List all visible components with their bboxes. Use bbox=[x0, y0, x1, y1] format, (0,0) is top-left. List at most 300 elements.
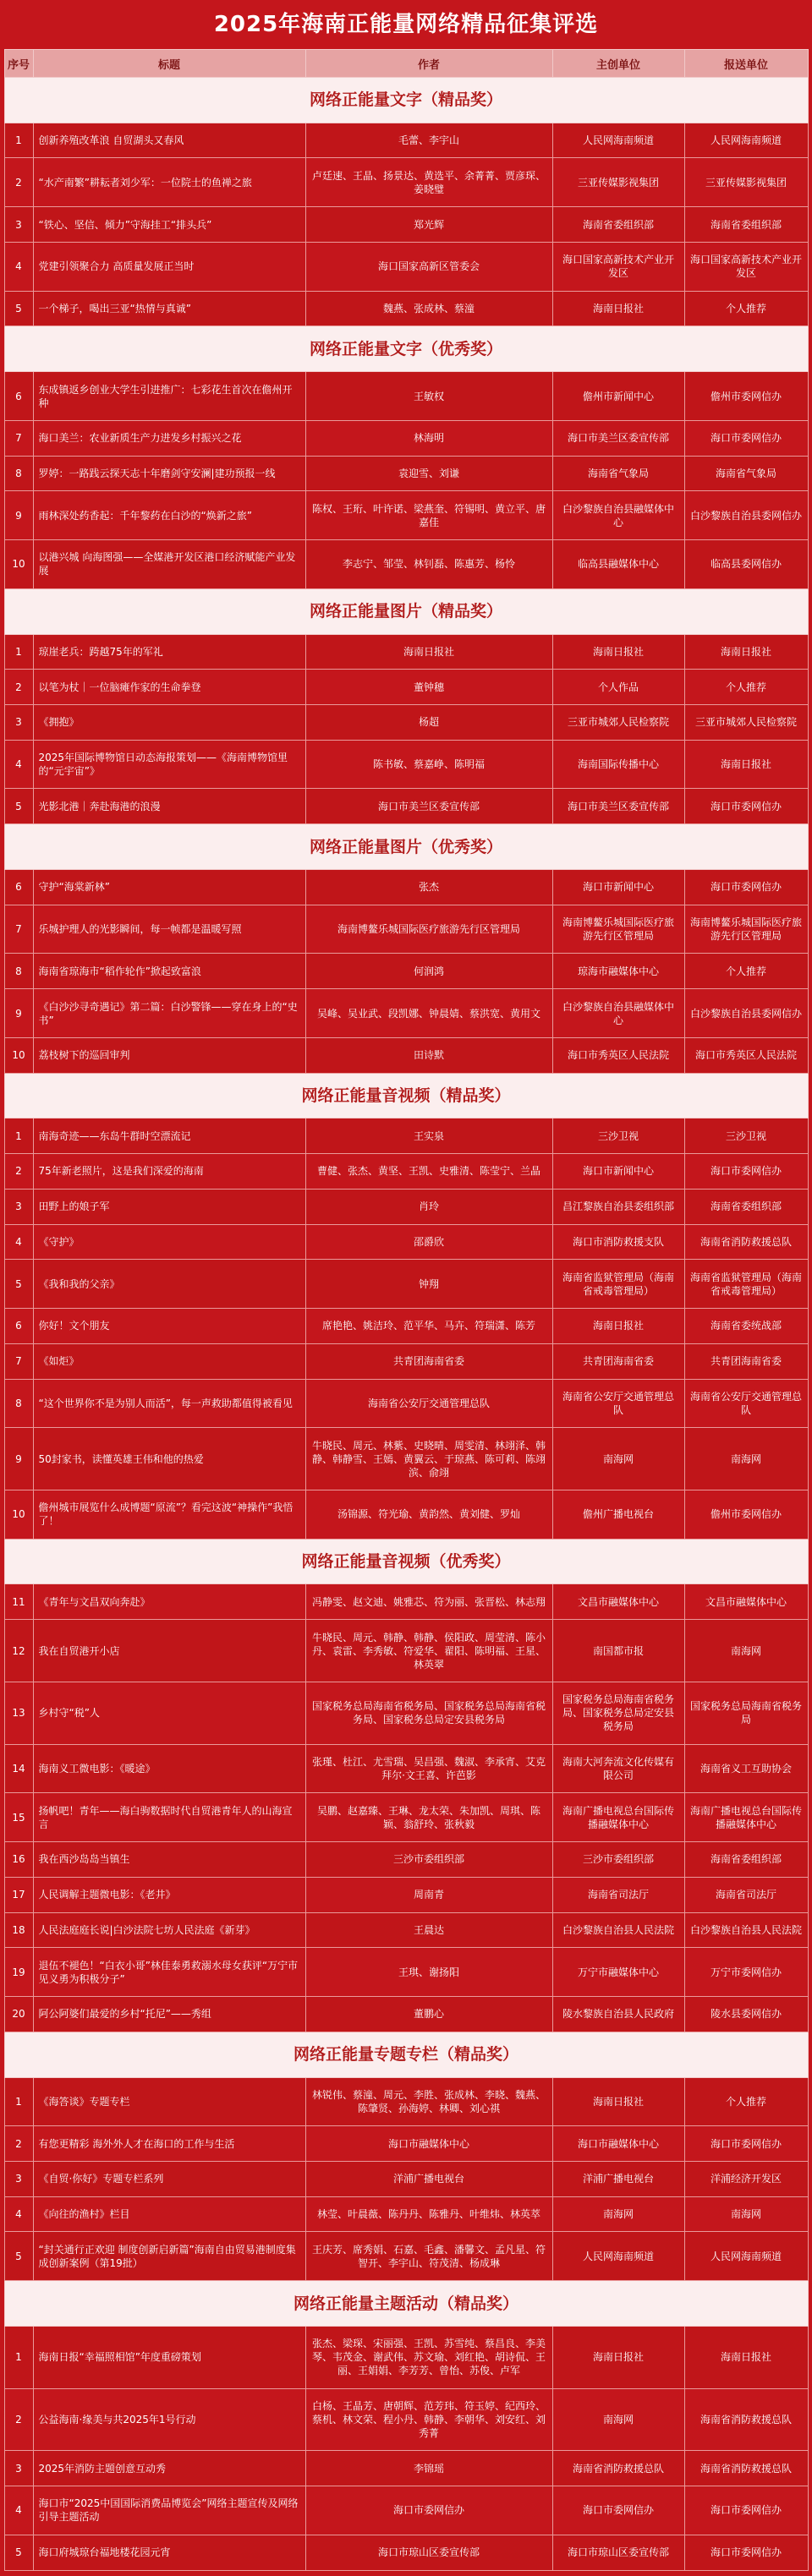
row-author: 钟翔 bbox=[305, 1260, 552, 1309]
row-producer: 海南博鳌乐城国际医疗旅游先行区管理局 bbox=[552, 905, 684, 954]
table-row bbox=[4, 1912, 808, 1948]
row-title: 守护“海棠新林” bbox=[33, 869, 305, 905]
row-title: 50封家书，读懂英雄王伟和他的热爱 bbox=[33, 1428, 305, 1490]
row-submitter: 个人推荐 bbox=[684, 954, 808, 989]
row-author: 共青团海南省委 bbox=[305, 1343, 552, 1379]
row-submitter: 临高县委网信办 bbox=[684, 540, 808, 589]
row-number: 4 bbox=[4, 242, 33, 291]
row-author: 白杨、王晶芳、唐朝辉、范芳玮、符玉婷、纪西玲、蔡机、林文荣、程小丹、韩静、李朝华、刘安红、刘秀菁 bbox=[305, 2388, 552, 2451]
table-row bbox=[4, 1189, 808, 1224]
row-author: 牛晓民、周元、韩静、韩静、侯阳政、周莹清、陈小丹、袁雷、李秀敏、符爱华、翟阳、陈明福、王星、林英翠 bbox=[305, 1620, 552, 1682]
row-producer: 洋浦广播电视台 bbox=[552, 2161, 684, 2196]
row-author: 林海明 bbox=[305, 420, 552, 456]
row-producer: 海南大河奔流文化传媒有限公司 bbox=[552, 1744, 684, 1793]
row-author: 王琪、谢扬阳 bbox=[305, 1948, 552, 1997]
row-author: 海南日报社 bbox=[305, 634, 552, 670]
table-row bbox=[4, 1584, 808, 1620]
row-submitter: 个人推荐 bbox=[684, 670, 808, 705]
section-title: 网络正能量图片（精品奖） bbox=[4, 588, 808, 634]
row-number: 4 bbox=[4, 740, 33, 789]
row-author: 郑光辉 bbox=[305, 207, 552, 243]
row-title: 《自贸·你好》专题专栏系列 bbox=[33, 2161, 305, 2196]
row-title: 一个梯子，喝出三亚“热情与真诚” bbox=[33, 291, 305, 326]
row-title: 《我和我的父亲》 bbox=[33, 1260, 305, 1309]
row-submitter: 海口市秀英区人民法院 bbox=[684, 1037, 808, 1073]
table-row bbox=[4, 2326, 808, 2388]
row-title: 《拥抱》 bbox=[33, 705, 305, 741]
row-title: 2025年国际博物馆日动态海报策划——《海南博物馆里的“元宇宙”》 bbox=[33, 740, 305, 789]
row-number: 2 bbox=[4, 2388, 33, 2451]
row-number: 15 bbox=[4, 1793, 33, 1842]
table-row bbox=[4, 242, 808, 291]
row-number: 10 bbox=[4, 1490, 33, 1539]
row-author: 张杰、梁琛、宋丽强、王凯、苏雪纯、蔡昌良、李美琴、韦茂金、谢武伟、苏文瑜、刘红艳、胡诗侃、王丽、王娟娟、李芳芳、曾怡、苏俊、卢军 bbox=[305, 2326, 552, 2388]
row-title: 人民法庭庭长说|白沙法院七坊人民法庭《新芽》 bbox=[33, 1912, 305, 1948]
row-author: 汤锦源、符光瑜、黄韵然、黄刘健、罗灿 bbox=[305, 1490, 552, 1539]
row-title: 罗婷：一路践云探天志十年磨剑守安澜|建功预报一线 bbox=[33, 456, 305, 491]
row-title: 《守护》 bbox=[33, 1224, 305, 1260]
row-title: 《向往的渔村》栏目 bbox=[33, 2196, 305, 2232]
row-number: 5 bbox=[4, 2535, 33, 2570]
row-number: 16 bbox=[4, 1842, 33, 1878]
row-submitter: 海南省监狱管理局（海南省戒毒管理局） bbox=[684, 1260, 808, 1309]
row-number: 9 bbox=[4, 1428, 33, 1490]
row-title: 《白沙沙寻奇遇记》第二篇：白沙警锋——穿在身上的“史书” bbox=[33, 989, 305, 1038]
row-producer: 海口市新闻中心 bbox=[552, 1154, 684, 1190]
row-number: 6 bbox=[4, 1309, 33, 1344]
table-row bbox=[4, 2451, 808, 2486]
row-producer: 万宁市融媒体中心 bbox=[552, 1948, 684, 1997]
row-submitter: 海南省公安厅交通管理总队 bbox=[684, 1379, 808, 1428]
row-producer: 海口国家高新技术产业开发区 bbox=[552, 242, 684, 291]
results-table bbox=[4, 49, 809, 2571]
table-row bbox=[4, 1309, 808, 1344]
row-title: 以港兴城 向海图强——全媒港开发区港口经济赋能产业发展 bbox=[33, 540, 305, 589]
row-author: 王晨达 bbox=[305, 1912, 552, 1948]
row-submitter: 海口市委网信办 bbox=[684, 789, 808, 824]
row-author: 海口市琼山区委宣传部 bbox=[305, 2535, 552, 2570]
row-number: 6 bbox=[4, 372, 33, 421]
row-submitter: 白沙黎族自治县委网信办 bbox=[684, 491, 808, 540]
row-author: 王庆芳、席秀娟、石嘉、毛鑫、潘馨文、孟凡星、符智开、李宇山、符茂清、杨成琳 bbox=[305, 2232, 552, 2281]
row-author: 海南博鳌乐城国际医疗旅游先行区管理局 bbox=[305, 905, 552, 954]
row-author: 张瑾、杜江、尤雪瑞、吴昌强、魏淑、李承宵、艾克拜尔·文王喜、许芭影 bbox=[305, 1744, 552, 1793]
row-number: 5 bbox=[4, 1260, 33, 1309]
row-producer: 南海网 bbox=[552, 1428, 684, 1490]
row-submitter: 海南省消防救援总队 bbox=[684, 2388, 808, 2451]
row-author: 张杰 bbox=[305, 869, 552, 905]
row-author: 何润鸿 bbox=[305, 954, 552, 989]
row-author: 海口市融媒体中心 bbox=[305, 2126, 552, 2162]
row-author: 三沙市委组织部 bbox=[305, 1842, 552, 1878]
row-author: 袁迎雪、刘谦 bbox=[305, 456, 552, 491]
row-title: 荔枝树下的巡回审判 bbox=[33, 1037, 305, 1073]
row-title: “封关通行正欢迎 制度创新启新篇”海南自由贸易港制度集成创新案例（第19批） bbox=[33, 2232, 305, 2281]
row-submitter: 三亚传媒影视集团 bbox=[684, 158, 808, 207]
row-submitter: 文昌市融媒体中心 bbox=[684, 1584, 808, 1620]
row-number: 5 bbox=[4, 789, 33, 824]
col-header-producer: 主创单位 bbox=[552, 50, 684, 78]
table-row bbox=[4, 2161, 808, 2196]
row-number: 18 bbox=[4, 1912, 33, 1948]
table-row bbox=[4, 1260, 808, 1309]
row-title: 雨林深处药香起：千年黎药在白沙的“焕新之旅” bbox=[33, 491, 305, 540]
row-title: 田野上的娘子军 bbox=[33, 1189, 305, 1224]
row-author: 林锐伟、蔡潼、周元、李胜、张成林、李晓、魏燕、陈肇贤、孙海婷、林卿、刘心祺 bbox=[305, 2077, 552, 2126]
table-row bbox=[4, 123, 808, 158]
row-number: 1 bbox=[4, 2326, 33, 2388]
row-number: 2 bbox=[4, 2126, 33, 2162]
row-producer: 南海网 bbox=[552, 2196, 684, 2232]
section-title: 网络正能量文字（优秀奖） bbox=[4, 326, 808, 372]
table-row bbox=[4, 1343, 808, 1379]
row-producer: 海南省气象局 bbox=[552, 456, 684, 491]
row-submitter: 南海网 bbox=[684, 1620, 808, 1682]
row-submitter: 海南省委组织部 bbox=[684, 1189, 808, 1224]
row-title: 2025年消防主题创意互动秀 bbox=[33, 2451, 305, 2486]
row-title: 创新养殖改革浪 自贸湖头又春风 bbox=[33, 123, 305, 158]
row-title: 75年新老照片，这是我们深爱的海南 bbox=[33, 1154, 305, 1190]
row-number: 11 bbox=[4, 1584, 33, 1620]
row-number: 10 bbox=[4, 540, 33, 589]
row-producer: 海南日报社 bbox=[552, 2077, 684, 2126]
row-submitter: 海南省义工互助协会 bbox=[684, 1744, 808, 1793]
row-title: 扬帆吧！青年——海白驹数据时代自贸港青年人的山海宣言 bbox=[33, 1793, 305, 1842]
row-author: 魏燕、张成林、蔡潼 bbox=[305, 291, 552, 326]
table-row bbox=[4, 1379, 808, 1428]
row-producer: 海南省司法厅 bbox=[552, 1877, 684, 1912]
table-header-row bbox=[4, 50, 808, 78]
row-submitter: 海南省委统战部 bbox=[684, 1309, 808, 1344]
table-row bbox=[4, 372, 808, 421]
row-author: 海南省公安厅交通管理总队 bbox=[305, 1379, 552, 1428]
row-author: 吴鹏、赵嘉臻、王琳、龙太荣、朱加凯、周琪、陈颖、翁舒玲、张秋毅 bbox=[305, 1793, 552, 1842]
row-author: 李锦瑶 bbox=[305, 2451, 552, 2486]
row-number: 3 bbox=[4, 2451, 33, 2486]
table-row bbox=[4, 1842, 808, 1878]
table-row bbox=[4, 905, 808, 954]
row-submitter: 海南日报社 bbox=[684, 634, 808, 670]
row-number: 12 bbox=[4, 1620, 33, 1682]
row-producer: 国家税务总局海南省税务局、国家税务总局定安县税务局 bbox=[552, 1682, 684, 1744]
table-row bbox=[4, 705, 808, 741]
row-title: 海口市“2025中国国际消费品博览会”网络主题宣传及网络引导主题活动 bbox=[33, 2486, 305, 2535]
row-submitter: 万宁市委网信办 bbox=[684, 1948, 808, 1997]
row-author: 国家税务总局海南省税务局、国家税务总局海南省税务局、国家税务总局定安县税务局 bbox=[305, 1682, 552, 1744]
section-header bbox=[4, 2281, 808, 2327]
row-producer: 三沙市委组织部 bbox=[552, 1842, 684, 1878]
table-row bbox=[4, 1224, 808, 1260]
row-producer: 临高县融媒体中心 bbox=[552, 540, 684, 589]
row-title: 《如炬》 bbox=[33, 1343, 305, 1379]
row-number: 1 bbox=[4, 634, 33, 670]
table-row bbox=[4, 491, 808, 540]
table-body bbox=[4, 78, 808, 2571]
row-submitter: 海口市委网信办 bbox=[684, 2535, 808, 2570]
row-submitter: 共青团海南省委 bbox=[684, 1343, 808, 1379]
row-producer: 海口市融媒体中心 bbox=[552, 2126, 684, 2162]
row-title: “这个世界你不是为别人而活”，每一声救助都值得被看见 bbox=[33, 1379, 305, 1428]
row-number: 14 bbox=[4, 1744, 33, 1793]
table-row bbox=[4, 1154, 808, 1190]
row-producer: 海口市美兰区委宣传部 bbox=[552, 420, 684, 456]
row-title: 乡村守“税”人 bbox=[33, 1682, 305, 1744]
row-title: 以笔为杖｜一位脑瘫作家的生命拳登 bbox=[33, 670, 305, 705]
row-submitter: 国家税务总局海南省税务局 bbox=[684, 1682, 808, 1744]
col-header-submitter: 报送单位 bbox=[684, 50, 808, 78]
row-number: 4 bbox=[4, 1224, 33, 1260]
row-title: 海南省琼海市“稻作轮作”掀起致富浪 bbox=[33, 954, 305, 989]
table-row bbox=[4, 869, 808, 905]
row-title: 海口府城琼台福地楼花园元宵 bbox=[33, 2535, 305, 2570]
row-number: 19 bbox=[4, 1948, 33, 1997]
row-author: 海口市委网信办 bbox=[305, 2486, 552, 2535]
row-producer: 昌江黎族自治县委组织部 bbox=[552, 1189, 684, 1224]
table-row bbox=[4, 789, 808, 824]
row-producer: 海口市美兰区委宣传部 bbox=[552, 789, 684, 824]
row-producer: 文昌市融媒体中心 bbox=[552, 1584, 684, 1620]
row-number: 7 bbox=[4, 905, 33, 954]
row-submitter: 白沙黎族自治县人民法院 bbox=[684, 1912, 808, 1948]
section-header bbox=[4, 78, 808, 123]
row-number: 4 bbox=[4, 2486, 33, 2535]
row-submitter: 海南省委组织部 bbox=[684, 207, 808, 243]
row-author: 董鹏心 bbox=[305, 1997, 552, 2032]
row-author: 杨超 bbox=[305, 705, 552, 741]
row-producer: 海南广播电视总台国际传播融媒体中心 bbox=[552, 1793, 684, 1842]
row-title: 乐城护理人的光影瞬间，每一帧都是温暖写照 bbox=[33, 905, 305, 954]
table-row bbox=[4, 740, 808, 789]
row-producer: 三亚传媒影视集团 bbox=[552, 158, 684, 207]
table-row bbox=[4, 634, 808, 670]
row-number: 1 bbox=[4, 1118, 33, 1154]
row-producer: 海南日报社 bbox=[552, 1309, 684, 1344]
row-submitter: 陵水县委网信办 bbox=[684, 1997, 808, 2032]
section-title: 网络正能量文字（精品奖） bbox=[4, 78, 808, 123]
row-producer: 海南省公安厅交通管理总队 bbox=[552, 1379, 684, 1428]
row-producer: 共青团海南省委 bbox=[552, 1343, 684, 1379]
row-number: 7 bbox=[4, 420, 33, 456]
row-producer: 琼海市融媒体中心 bbox=[552, 954, 684, 989]
row-submitter: 海口市委网信办 bbox=[684, 2486, 808, 2535]
table-row bbox=[4, 1428, 808, 1490]
row-author: 席艳艳、姚洁玲、范平华、马卉、符瑞潇、陈芳 bbox=[305, 1309, 552, 1344]
row-title: 阿公阿婆们最爱的乡村“托尼”——秀组 bbox=[33, 1997, 305, 2032]
col-header-num: 序号 bbox=[4, 50, 33, 78]
row-title: 《青年与文昌双向奔赴》 bbox=[33, 1584, 305, 1620]
table-row bbox=[4, 2077, 808, 2126]
row-producer: 海南日报社 bbox=[552, 291, 684, 326]
row-producer: 陵水黎族自治县人民政府 bbox=[552, 1997, 684, 2032]
row-title: 海南义工微电影：《暖途》 bbox=[33, 1744, 305, 1793]
table-row bbox=[4, 158, 808, 207]
row-submitter: 海南省委组织部 bbox=[684, 1842, 808, 1878]
row-author: 陈书敏、蔡嘉峥、陈明福 bbox=[305, 740, 552, 789]
row-number: 2 bbox=[4, 670, 33, 705]
row-producer: 海南省监狱管理局（海南省戒毒管理局） bbox=[552, 1260, 684, 1309]
row-producer: 人民网海南频道 bbox=[552, 123, 684, 158]
table-row bbox=[4, 1620, 808, 1682]
table-row bbox=[4, 456, 808, 491]
page-title: 2025年海南正能量网络精品征集评选 bbox=[213, 12, 599, 37]
col-header-title: 标题 bbox=[33, 50, 305, 78]
section-header bbox=[4, 326, 808, 372]
row-producer: 南海网 bbox=[552, 2388, 684, 2451]
row-number: 3 bbox=[4, 1189, 33, 1224]
row-submitter: 海南省气象局 bbox=[684, 456, 808, 491]
row-number: 1 bbox=[4, 123, 33, 158]
row-title: 海口美兰：农业新质生产力进发乡村振兴之花 bbox=[33, 420, 305, 456]
row-producer: 海口市秀英区人民法院 bbox=[552, 1037, 684, 1073]
row-author: 王敏权 bbox=[305, 372, 552, 421]
row-title: “铁心、坚信、倾力”守海挂工“排头兵” bbox=[33, 207, 305, 243]
section-header bbox=[4, 824, 808, 870]
row-number: 13 bbox=[4, 1682, 33, 1744]
table-row bbox=[4, 1997, 808, 2032]
table-row bbox=[4, 2232, 808, 2281]
section-title: 网络正能量专题专栏（精品奖） bbox=[4, 2032, 808, 2077]
row-submitter: 海南省司法厅 bbox=[684, 1877, 808, 1912]
row-author: 海口国家高新区管委会 bbox=[305, 242, 552, 291]
row-title: 人民调解主题微电影：《老井》 bbox=[33, 1877, 305, 1912]
row-number: 8 bbox=[4, 954, 33, 989]
table-row bbox=[4, 1490, 808, 1539]
section-title: 网络正能量音视频（优秀奖） bbox=[4, 1539, 808, 1584]
table-row bbox=[4, 1744, 808, 1793]
row-producer: 白沙黎族自治县融媒体中心 bbox=[552, 989, 684, 1038]
row-producer: 海口市新闻中心 bbox=[552, 869, 684, 905]
table-row bbox=[4, 207, 808, 243]
row-title: 公益海南·缘美与共2025年1号行动 bbox=[33, 2388, 305, 2451]
row-producer: 海南国际传播中心 bbox=[552, 740, 684, 789]
row-author: 田诗默 bbox=[305, 1037, 552, 1073]
row-number: 5 bbox=[4, 2232, 33, 2281]
row-submitter: 海南省消防救援总队 bbox=[684, 2451, 808, 2486]
row-submitter: 海口市委网信办 bbox=[684, 2126, 808, 2162]
row-producer: 三亚市城郊人民检察院 bbox=[552, 705, 684, 741]
section-title: 网络正能量图片（优秀奖） bbox=[4, 824, 808, 870]
row-producer: 海口市委网信办 bbox=[552, 2486, 684, 2535]
row-submitter: 个人推荐 bbox=[684, 291, 808, 326]
row-title: 你好！文个朋友 bbox=[33, 1309, 305, 1344]
col-header-author: 作者 bbox=[305, 50, 552, 78]
section-header bbox=[4, 1073, 808, 1118]
row-author: 牛晓民、周元、林紫、史晓晴、周雯清、林翊泽、韩静、韩静雪、王嫣、黄翼云、于琼燕、陈可莉、陈翊滨、俞翊 bbox=[305, 1428, 552, 1490]
row-producer: 白沙黎族自治县融媒体中心 bbox=[552, 491, 684, 540]
row-producer: 儋州市新闻中心 bbox=[552, 372, 684, 421]
row-submitter: 南海网 bbox=[684, 1428, 808, 1490]
row-number: 8 bbox=[4, 1379, 33, 1428]
row-author: 邵爵欣 bbox=[305, 1224, 552, 1260]
row-author: 林莹、叶晨薇、陈丹丹、陈雅丹、叶维炜、林英萃 bbox=[305, 2196, 552, 2232]
section-header bbox=[4, 1539, 808, 1584]
row-author: 陈权、王珩、叶许诺、梁燕奎、符锡明、黄立平、唐嘉佳 bbox=[305, 491, 552, 540]
row-number: 3 bbox=[4, 2161, 33, 2196]
row-title: 我在自贸港开小店 bbox=[33, 1620, 305, 1682]
row-title: 南海奇迹——东岛牛群时空漂流记 bbox=[33, 1118, 305, 1154]
row-submitter: 海口国家高新技术产业开发区 bbox=[684, 242, 808, 291]
row-submitter: 洋浦经济开发区 bbox=[684, 2161, 808, 2196]
table-row bbox=[4, 2535, 808, 2570]
section-title: 网络正能量主题活动（精品奖） bbox=[4, 2281, 808, 2327]
row-submitter: 三沙卫视 bbox=[684, 1118, 808, 1154]
table-row bbox=[4, 1793, 808, 1842]
row-submitter: 儋州市委网信办 bbox=[684, 372, 808, 421]
row-title: 海南日报“幸福照相馆”年度重磅策划 bbox=[33, 2326, 305, 2388]
row-number: 6 bbox=[4, 869, 33, 905]
row-producer: 海南省委组织部 bbox=[552, 207, 684, 243]
row-submitter: 海口市委网信办 bbox=[684, 1154, 808, 1190]
row-author: 毛蕾、李宇山 bbox=[305, 123, 552, 158]
table-row bbox=[4, 1118, 808, 1154]
row-submitter: 人民网海南频道 bbox=[684, 2232, 808, 2281]
row-submitter: 儋州市委网信办 bbox=[684, 1490, 808, 1539]
row-number: 7 bbox=[4, 1343, 33, 1379]
row-title: 党建引领聚合力 高质量发展正当时 bbox=[33, 242, 305, 291]
section-title: 网络正能量音视频（精品奖） bbox=[4, 1073, 808, 1118]
table-row bbox=[4, 2486, 808, 2535]
section-header bbox=[4, 588, 808, 634]
row-number: 9 bbox=[4, 989, 33, 1038]
row-submitter: 海南省消防救援总队 bbox=[684, 1224, 808, 1260]
row-submitter: 白沙黎族自治县委网信办 bbox=[684, 989, 808, 1038]
row-producer: 白沙黎族自治县人民法院 bbox=[552, 1912, 684, 1948]
row-producer: 海南日报社 bbox=[552, 634, 684, 670]
table-row bbox=[4, 540, 808, 589]
table-row bbox=[4, 420, 808, 456]
row-submitter: 海口市委网信办 bbox=[684, 420, 808, 456]
row-number: 1 bbox=[4, 2077, 33, 2126]
row-title: 儋州城市展览什么成博题“原流”？看完这波“神操作”我悟了！ bbox=[33, 1490, 305, 1539]
table-row bbox=[4, 2196, 808, 2232]
row-producer: 三沙卫视 bbox=[552, 1118, 684, 1154]
table-row bbox=[4, 954, 808, 989]
row-producer: 海南省消防救援总队 bbox=[552, 2451, 684, 2486]
row-author: 王实泉 bbox=[305, 1118, 552, 1154]
row-title: 我在西沙岛岛当镇生 bbox=[33, 1842, 305, 1878]
table-row bbox=[4, 1682, 808, 1744]
row-number: 20 bbox=[4, 1997, 33, 2032]
row-author: 周南青 bbox=[305, 1877, 552, 1912]
row-number: 2 bbox=[4, 158, 33, 207]
row-number: 9 bbox=[4, 491, 33, 540]
row-author: 卢廷速、王晶、扬景达、黄选平、余菁菁、贾彦琛、姜晓璧 bbox=[305, 158, 552, 207]
row-number: 10 bbox=[4, 1037, 33, 1073]
row-submitter: 海南日报社 bbox=[684, 740, 808, 789]
row-submitter: 个人推荐 bbox=[684, 2077, 808, 2126]
row-producer: 海口市消防救援支队 bbox=[552, 1224, 684, 1260]
row-title: 东成镇返乡创业大学生引进推广：七彩花生首次在儋州开种 bbox=[33, 372, 305, 421]
row-author: 董钟穗 bbox=[305, 670, 552, 705]
row-author: 吴峰、吴业武、段凯娜、钟晨婧、蔡洪宽、黄用文 bbox=[305, 989, 552, 1038]
row-author: 肖玲 bbox=[305, 1189, 552, 1224]
row-submitter: 海口市委网信办 bbox=[684, 869, 808, 905]
row-producer: 南国都市报 bbox=[552, 1620, 684, 1682]
row-author: 海口市美兰区委宣传部 bbox=[305, 789, 552, 824]
row-producer: 海南日报社 bbox=[552, 2326, 684, 2388]
table-row bbox=[4, 2388, 808, 2451]
row-author: 曹健、张杰、黄坚、王凯、史雅清、陈莹宁、兰晶 bbox=[305, 1154, 552, 1190]
row-number: 17 bbox=[4, 1877, 33, 1912]
row-title: “水产南繁”耕耘者刘少军：一位院士的鱼禅之旅 bbox=[33, 158, 305, 207]
row-submitter: 海南广播电视总台国际传播融媒体中心 bbox=[684, 1793, 808, 1842]
table-row bbox=[4, 989, 808, 1038]
row-title: 《海答谈》专题专栏 bbox=[33, 2077, 305, 2126]
row-number: 3 bbox=[4, 207, 33, 243]
row-number: 4 bbox=[4, 2196, 33, 2232]
row-author: 李志宁、邹莹、林钊磊、陈惠芳、杨怜 bbox=[305, 540, 552, 589]
row-title: 琼崖老兵：跨越75年的军礼 bbox=[33, 634, 305, 670]
